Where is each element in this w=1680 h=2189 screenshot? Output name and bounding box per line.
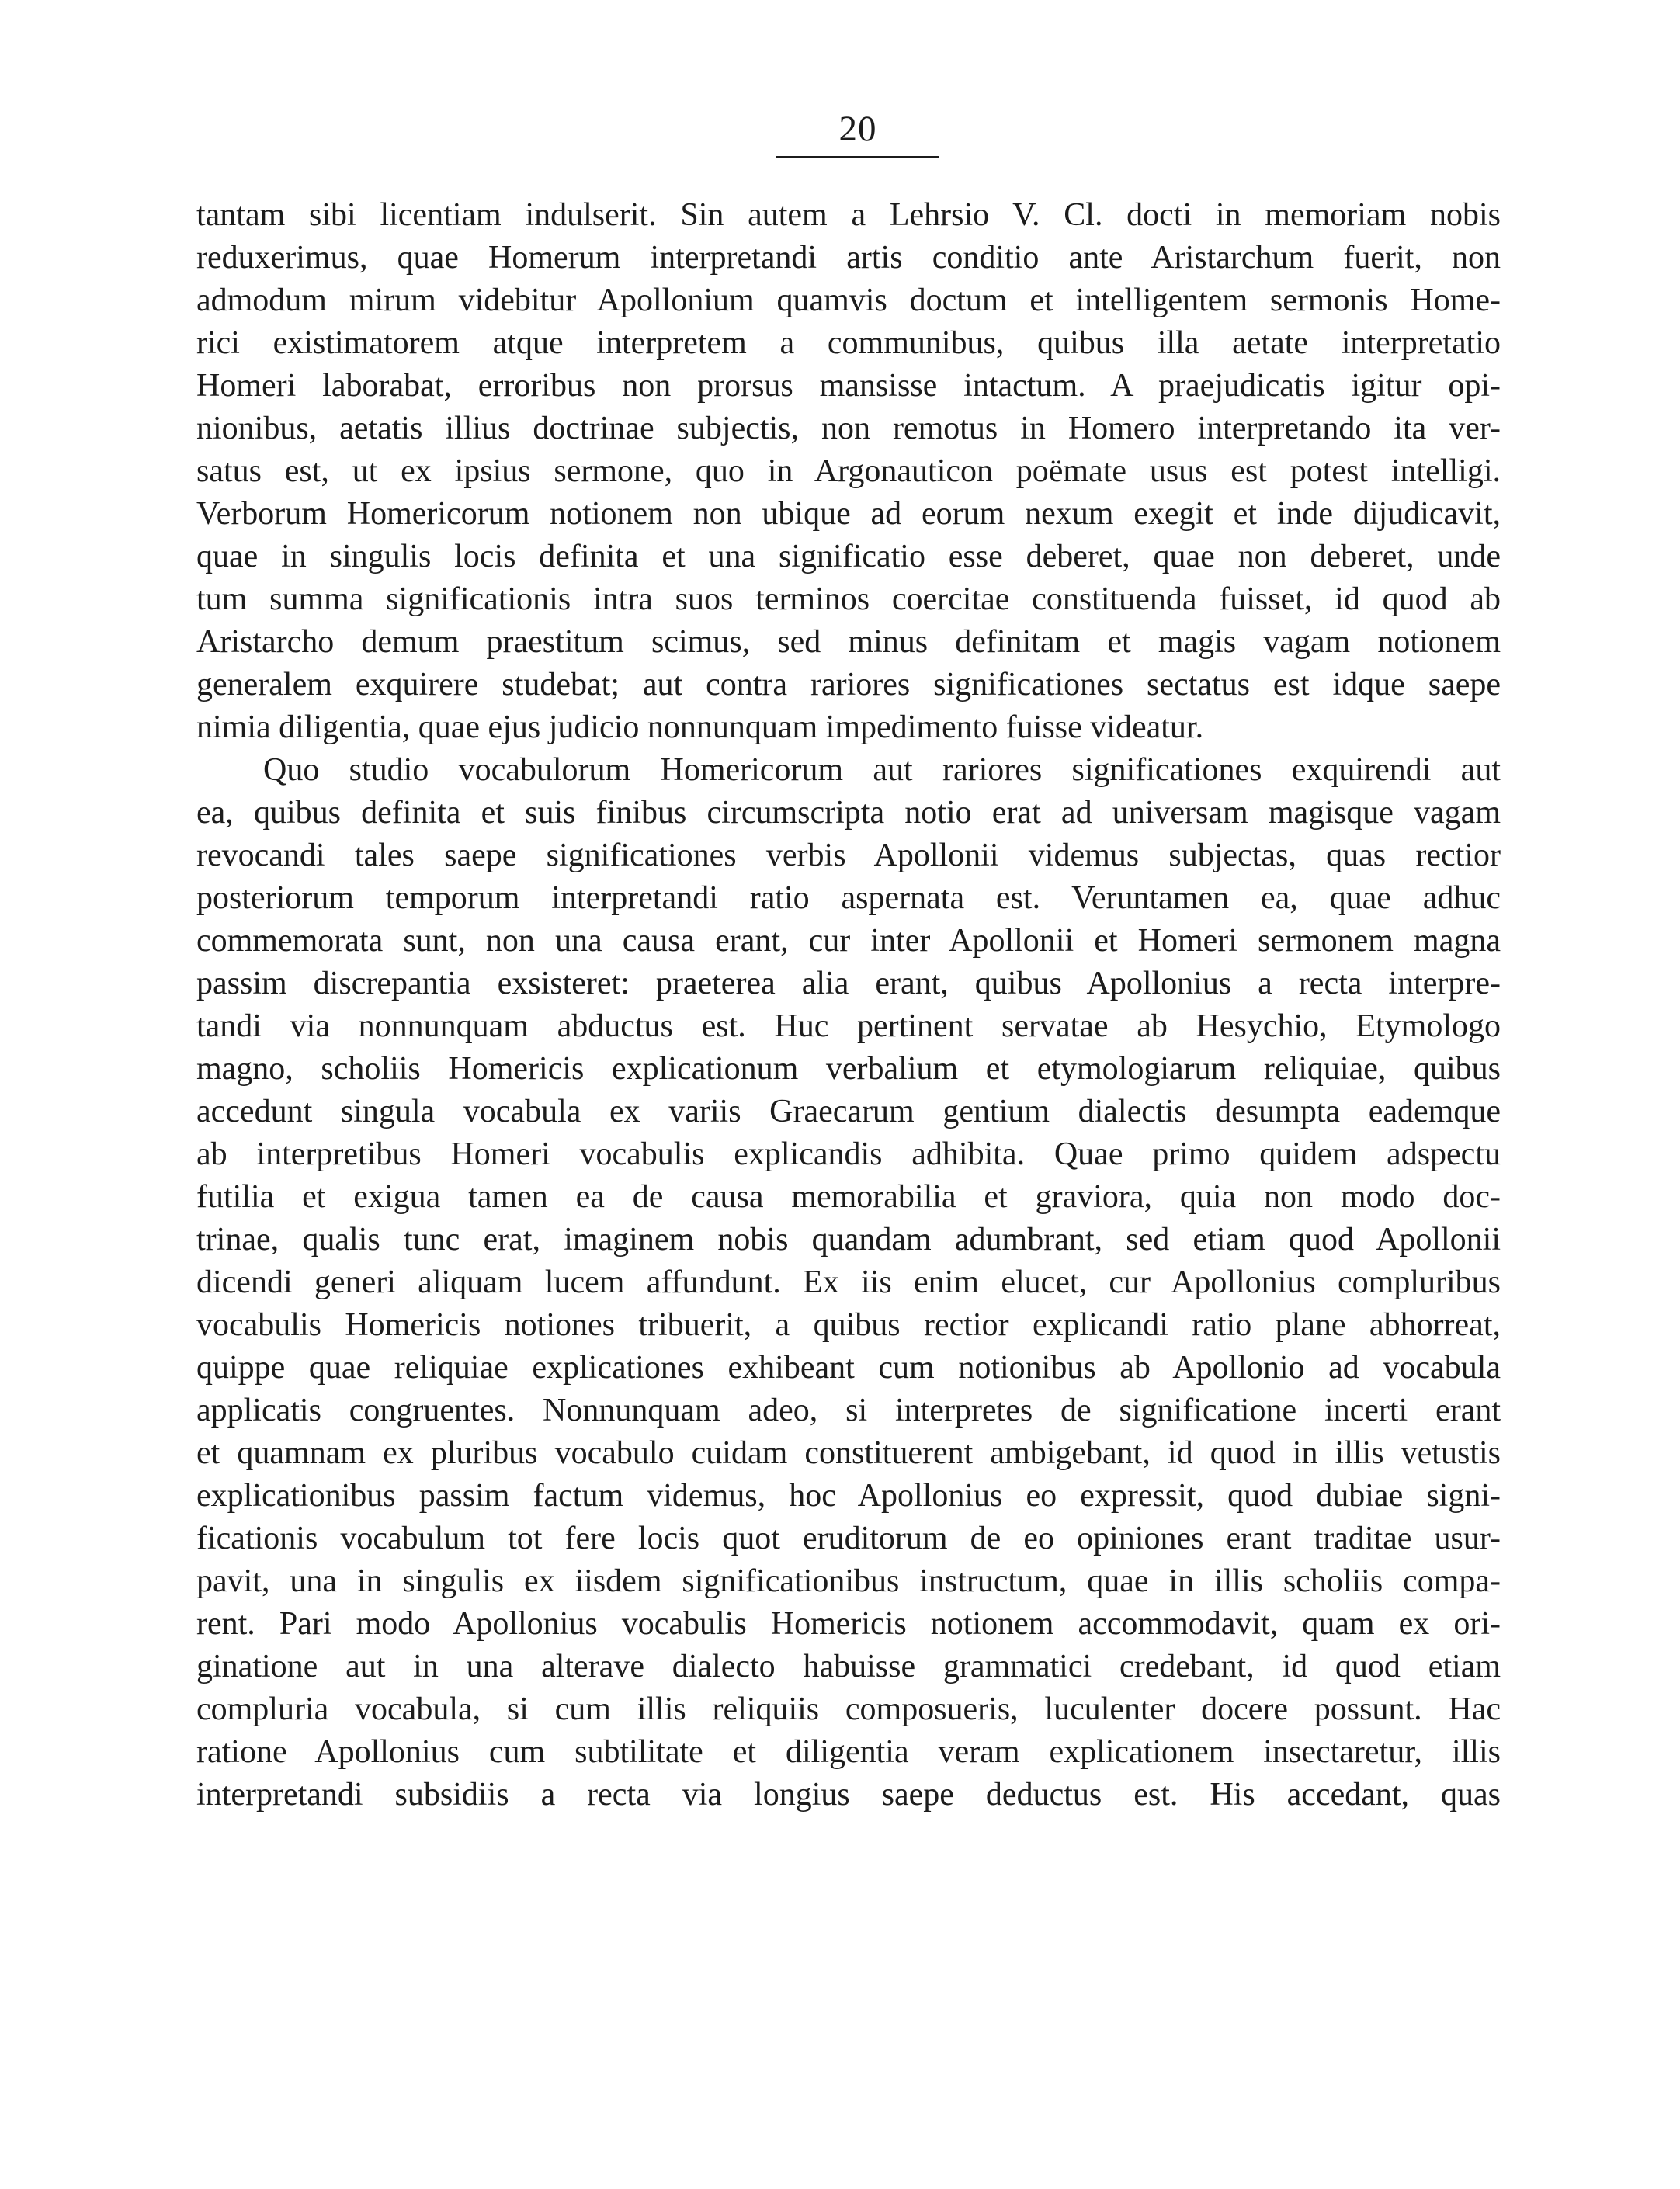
text-line: Homeri laborabat, erroribus non prorsus mansisse intactum. A praejudicatis igitur opi-	[196, 368, 1501, 404]
text-line: accedunt singula vocabula ex variis Graecarum gentium dialectis desumpta eademque	[196, 1094, 1501, 1129]
text-line: satus est, ut ex ipsius sermone, quo in Argonauticon poëmate usus est potest intelligi.	[196, 453, 1501, 489]
text-line: generalem exquirere studebat; aut contra rariores significationes sectatus est idque saepe	[196, 667, 1501, 702]
text-line: pavit, una in singulis ex iisdem significationibus instructum, quae in illis scholiis compa-	[196, 1563, 1501, 1599]
text-line: tum summa significationis intra suos terminos coercitae constituenda fuisset, id quod ab	[196, 581, 1501, 617]
text-line: commemorata sunt, non una causa erant, cur inter Apollonii et Homeri sermonem magna	[196, 923, 1501, 959]
text-line: magno, scholiis Homericis explicationum verbalium et etymologiarum reliquiae, quibus	[196, 1051, 1501, 1087]
text-line: futilia et exigua tamen ea de causa memorabilia et graviora, quia non modo doc-	[196, 1179, 1501, 1215]
text-line: trinae, qualis tunc erat, imaginem nobis quandam adumbrant, sed etiam quod Apollonii	[196, 1222, 1501, 1258]
text-line: interpretandi subsidiis a recta via longius saepe deductus est. His accedant, quas	[196, 1777, 1501, 1813]
text-line: rent. Pari modo Apollonius vocabulis Homericis notionem accommodavit, quam ex ori-	[196, 1606, 1501, 1642]
page-number-rule	[776, 156, 939, 158]
text-body	[196, 194, 1501, 1816]
page-number: 20	[838, 109, 877, 149]
text-line: revocandi tales saepe significationes verbis Apollonii videmus subjectas, quas rectior	[196, 838, 1501, 873]
text-line: tantam sibi licentiam indulserit. Sin autem a Lehrsio V. Cl. docti in memoriam nobis	[196, 197, 1501, 233]
text-line: ratione Apollonius cum subtilitate et diligentia veram explicationem insectaretur, illis	[196, 1734, 1501, 1770]
text-line: compluria vocabula, si cum illis reliquiis composueris, luculenter docere possunt. Hac	[196, 1691, 1501, 1727]
text-line: vocabulis Homericis notiones tribuerit, a quibus rectior explicandi ratio plane abhorreat,	[196, 1307, 1501, 1343]
text-line: Aristarcho demum praestitum scimus, sed minus definitam et magis vagam notionem	[196, 624, 1501, 660]
text-line: rici existimatorem atque interpretem a communibus, quibus illa aetate interpretatio	[196, 325, 1501, 361]
text-line: ficationis vocabulum tot fere locis quot eruditorum de eo opiniones erant traditae usur-	[196, 1521, 1501, 1556]
text-line: nionibus, aetatis illius doctrinae subjectis, non remotus in Homero interpretando ita ver-	[196, 411, 1501, 446]
text-line: applicatis congruentes. Nonnunquam adeo, si interpretes de significatione incerti erant	[196, 1393, 1501, 1428]
text-line: Verborum Homericorum notionem non ubique ad eorum nexum exegit et inde dijudicavit,	[196, 496, 1501, 532]
text-line: ginatione aut in una alterave dialecto habuisse grammatici credebant, id quod etiam	[196, 1649, 1501, 1684]
text-line: et quamnam ex pluribus vocabulo cuidam constituerent ambigebant, id quod in illis vetustis	[196, 1435, 1501, 1471]
text-line: dicendi generi aliquam lucem affundunt. Ex iis enim elucet, cur Apollonius compluribus	[196, 1264, 1501, 1300]
text-line: Quo studio vocabulorum Homericorum aut rariores significationes exquirendi aut	[263, 752, 1501, 788]
text-line: passim discrepantia exsisteret: praeterea alia erant, quibus Apollonius a recta interpre-	[196, 966, 1501, 1001]
text-line: quae in singulis locis definita et una significatio esse deberet, quae non deberet, unde	[196, 539, 1501, 574]
text-line: ea, quibus definita et suis finibus circumscripta notio erat ad universam magisque vagam	[196, 795, 1501, 831]
text-line: posteriorum temporum interpretandi ratio aspernata est. Veruntamen ea, quae adhuc	[196, 880, 1501, 916]
text-line: quippe quae reliquiae explicationes exhibeant cum notionibus ab Apollonio ad vocabula	[196, 1350, 1501, 1386]
text-line: tandi via nonnunquam abductus est. Huc pertinent servatae ab Hesychio, Etymologo	[196, 1008, 1501, 1044]
text-line: explicationibus passim factum videmus, hoc Apollonius eo expressit, quod dubiae signi-	[196, 1478, 1501, 1514]
text-line: nimia diligentia, quae ejus judicio nonnunquam impedimento fuisse videatur.	[196, 709, 1204, 745]
text-line: reduxerimus, quae Homerum interpretandi artis conditio ante Aristarchum fuerit, non	[196, 240, 1501, 276]
text-line: ab interpretibus Homeri vocabulis explicandis adhibita. Quae primo quidem adspectu	[196, 1136, 1501, 1172]
text-line: admodum mirum videbitur Apollonium quamvis doctum et intelligentem sermonis Home-	[196, 283, 1501, 318]
